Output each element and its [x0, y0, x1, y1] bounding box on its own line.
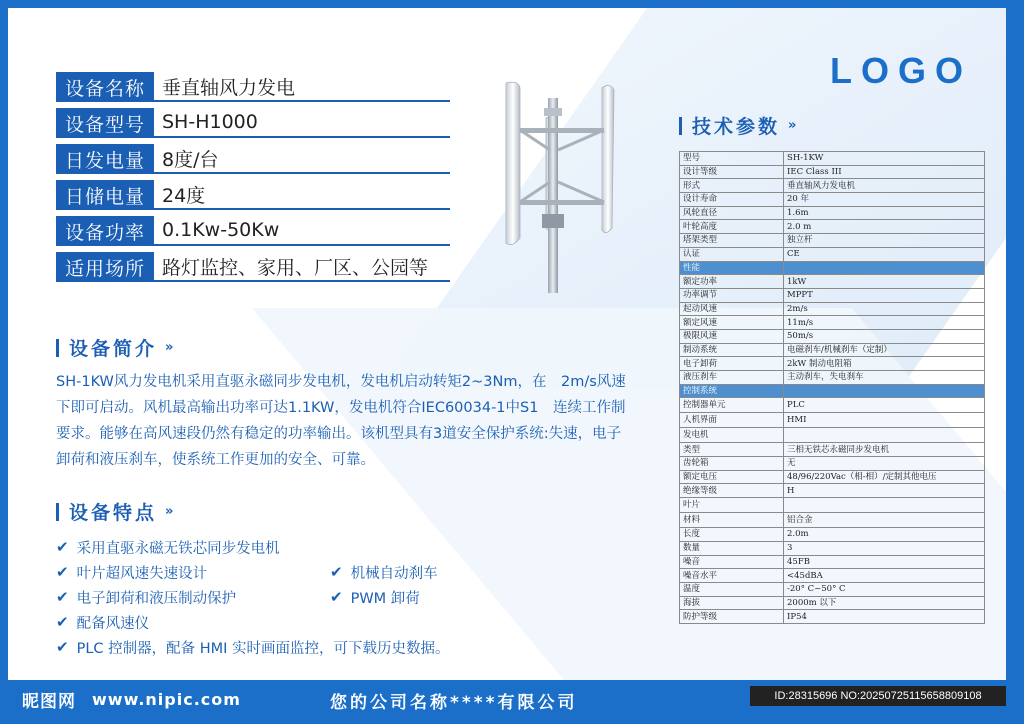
- param-key: 长度: [680, 528, 784, 542]
- checkmark-icon: ✔: [56, 613, 69, 631]
- param-value: IP54: [784, 610, 985, 624]
- param-key: 防护等级: [680, 610, 784, 624]
- table-row: [680, 343, 985, 357]
- param-key: 起动风速: [680, 302, 784, 316]
- feature-text: 配备风速仪: [76, 615, 150, 632]
- param-value: 无: [784, 457, 985, 471]
- watermark-brand: 昵图网: [22, 692, 76, 712]
- checkmark-icon: ✔: [330, 563, 343, 581]
- double-chevron-icon: »: [165, 504, 174, 519]
- spec-value: 0.1Kw-50Kw: [154, 216, 450, 246]
- param-key: 形式: [680, 179, 784, 193]
- param-key: 设计寿命: [680, 193, 784, 207]
- table-row: [680, 288, 985, 302]
- checkmark-icon: ✔: [56, 538, 69, 556]
- table-row: [680, 443, 985, 457]
- table-row: [680, 555, 985, 569]
- param-key: 温度: [680, 582, 784, 596]
- spec-label: 设备名称: [56, 72, 154, 102]
- feature-item: [56, 586, 236, 608]
- logo: LOGO: [830, 50, 972, 91]
- table-row: [680, 371, 985, 385]
- param-key: 材料: [680, 513, 784, 528]
- param-key: 设计等级: [680, 165, 784, 179]
- spec-row-usage: [56, 252, 450, 282]
- param-value: 11m/s: [784, 316, 985, 330]
- checkmark-icon: ✔: [56, 588, 69, 606]
- table-row: [680, 541, 985, 555]
- param-value: CE: [784, 247, 985, 261]
- feature-item: [56, 636, 450, 658]
- spec-label: 日储电量: [56, 180, 154, 210]
- table-row: [680, 329, 985, 343]
- table-section-row: [680, 261, 985, 275]
- feature-text: 叶片超风速失速设计: [76, 565, 208, 582]
- spec-row-daily-output: [56, 144, 450, 174]
- checkmark-icon: ✔: [56, 563, 69, 581]
- table-row: [680, 247, 985, 261]
- checkmark-icon: ✔: [56, 638, 69, 656]
- param-value: 主动刹车，失电刹车: [784, 371, 985, 385]
- param-key: 塔架类型: [680, 234, 784, 248]
- param-key: 类型: [680, 443, 784, 457]
- param-value: IEC Class III: [784, 165, 985, 179]
- image-id-badge: ID:28315696 NO:20250725115658809108: [750, 686, 1006, 706]
- company-name: 您的公司名称****有限公司: [330, 693, 578, 713]
- tech-title-text: 技术参数: [692, 116, 781, 138]
- spec-value: 垂直轴风力发电: [154, 72, 450, 102]
- table-row: [680, 206, 985, 220]
- table-row: [680, 152, 985, 166]
- wind-turbine-image: [498, 78, 628, 293]
- watermark-url: www.nipic.com: [92, 690, 241, 709]
- spec-label: 日发电量: [56, 144, 154, 174]
- table-row: [680, 610, 985, 624]
- param-key: 发电机: [680, 428, 784, 443]
- param-value: <45dBA: [784, 569, 985, 583]
- param-key: 额定电压: [680, 470, 784, 484]
- feature-item: [330, 561, 438, 583]
- table-row: [680, 513, 985, 528]
- param-value: HMI: [784, 413, 985, 428]
- param-value: 1kW: [784, 275, 985, 289]
- param-value: MPPT: [784, 288, 985, 302]
- param-value: 独立杆: [784, 234, 985, 248]
- param-value: 20 年: [784, 193, 985, 207]
- param-value: 45FB: [784, 555, 985, 569]
- table-row: [680, 413, 985, 428]
- param-key: 液压刹车: [680, 371, 784, 385]
- table-row: [680, 484, 985, 498]
- title-bar: [679, 117, 682, 135]
- table-row: [680, 457, 985, 471]
- feature-text: 机械自动刹车: [350, 565, 438, 582]
- spec-value: 路灯监控、家用、厂区、公园等: [154, 252, 450, 282]
- table-row: [680, 302, 985, 316]
- param-value: 2.0 m: [784, 220, 985, 234]
- brochure-card: [8, 8, 1006, 680]
- param-key: 额定功率: [680, 275, 784, 289]
- table-row: [680, 428, 985, 443]
- param-value: H: [784, 484, 985, 498]
- table-row: [680, 498, 985, 513]
- tech-section-title: [679, 112, 796, 139]
- feature-item: [56, 536, 280, 558]
- table-row: [680, 220, 985, 234]
- watermark: [22, 687, 241, 712]
- table-row: [680, 528, 985, 542]
- checkmark-icon: ✔: [330, 588, 343, 606]
- param-value: [784, 384, 985, 398]
- feature-item: [56, 561, 207, 583]
- param-value: 2m/s: [784, 302, 985, 316]
- param-value: 50m/s: [784, 329, 985, 343]
- param-value: SH-1KW: [784, 152, 985, 166]
- param-value: 3: [784, 541, 985, 555]
- param-key: 人机界面: [680, 413, 784, 428]
- param-value: 1.6m: [784, 206, 985, 220]
- spec-value: SH-H1000: [154, 108, 450, 138]
- spec-row-power: [56, 216, 450, 246]
- param-value: [784, 498, 985, 513]
- param-value: 48/96/220Vac（相-相）/定制其他电压: [784, 470, 985, 484]
- param-key: 齿轮箱: [680, 457, 784, 471]
- table-row: [680, 357, 985, 371]
- param-key: 极限风速: [680, 329, 784, 343]
- title-bar: [56, 503, 59, 521]
- param-value: PLC: [784, 398, 985, 413]
- table-row: [680, 398, 985, 413]
- intro-section-title: [56, 334, 173, 361]
- param-key: 功率调节: [680, 288, 784, 302]
- param-value: 2000m 以下: [784, 596, 985, 610]
- table-row: [680, 179, 985, 193]
- double-chevron-icon: »: [788, 118, 797, 133]
- features-title-text: 设备特点: [69, 502, 158, 524]
- feature-text: 电子卸荷和液压制动保护: [76, 590, 237, 607]
- param-value: 三相无铁芯永磁同步发电机: [784, 443, 985, 457]
- param-value: 2.0m: [784, 528, 985, 542]
- spec-label: 设备功率: [56, 216, 154, 246]
- param-key: 控制器单元: [680, 398, 784, 413]
- intro-title-text: 设备简介: [69, 338, 158, 360]
- spec-label: 适用场所: [56, 252, 154, 282]
- tech-params-table: [679, 151, 985, 624]
- param-key: 噪音水平: [680, 569, 784, 583]
- table-row: [680, 470, 985, 484]
- param-key: 绝缘等级: [680, 484, 784, 498]
- param-key: 数量: [680, 541, 784, 555]
- param-value: 铝合金: [784, 513, 985, 528]
- param-key: 叶片: [680, 498, 784, 513]
- table-row: [680, 582, 985, 596]
- param-key: 型号: [680, 152, 784, 166]
- spec-row-model: [56, 108, 450, 138]
- param-value: 电磁刹车/机械刹车（定制）: [784, 343, 985, 357]
- param-key: 额定风速: [680, 316, 784, 330]
- param-key: 风轮直径: [680, 206, 784, 220]
- intro-description: SH-1KW风力发电机采用直驱永磁同步发电机，发电机启动转矩2~3Nm，在 2m/s风速下即可启动。风机最高输出功率可达1.1KW，发电机符合IEC60034-1中S1 连续工作制要求。能够在高风速段仍然有稳定的功率输出。该机型具有3道安全保护系统:失速，电子卸荷和液压刹车，使系统工作更加的安全、可靠。: [56, 374, 626, 468]
- feature-text: 采用直驱永磁无铁芯同步发电机: [76, 540, 280, 557]
- param-key: 性能: [680, 261, 784, 275]
- table-row: [680, 193, 985, 207]
- spec-row-name: [56, 72, 450, 102]
- table-row: [680, 165, 985, 179]
- param-key: 控制系统: [680, 384, 784, 398]
- param-key: 制动系统: [680, 343, 784, 357]
- spec-row-daily-storage: [56, 180, 450, 210]
- param-key: 噪音: [680, 555, 784, 569]
- title-bar: [56, 339, 59, 357]
- spec-label: 设备型号: [56, 108, 154, 138]
- feature-text: PLC 控制器，配备 HMI 实时画面监控，可下载历史数据。: [76, 640, 450, 657]
- param-value: [784, 261, 985, 275]
- double-chevron-icon: »: [165, 340, 174, 355]
- param-value: 2kW 制动电阻箱: [784, 357, 985, 371]
- param-key: 海拔: [680, 596, 784, 610]
- param-value: -20° C~50° C: [784, 582, 985, 596]
- table-row: [680, 596, 985, 610]
- param-value: [784, 428, 985, 443]
- spec-value: 24度: [154, 180, 450, 210]
- feature-item: [56, 611, 149, 633]
- param-key: 叶轮高度: [680, 220, 784, 234]
- table-row: [680, 316, 985, 330]
- param-value: 垂直轴风力发电机: [784, 179, 985, 193]
- param-key: 电子卸荷: [680, 357, 784, 371]
- feature-item: [330, 586, 420, 608]
- table-row: [680, 234, 985, 248]
- table-row: [680, 275, 985, 289]
- features-section-title: [56, 498, 173, 525]
- param-key: 认证: [680, 247, 784, 261]
- table-row: [680, 569, 985, 583]
- table-section-row: [680, 384, 985, 398]
- feature-text: PWM 卸荷: [350, 590, 420, 607]
- spec-value: 8度/台: [154, 144, 450, 174]
